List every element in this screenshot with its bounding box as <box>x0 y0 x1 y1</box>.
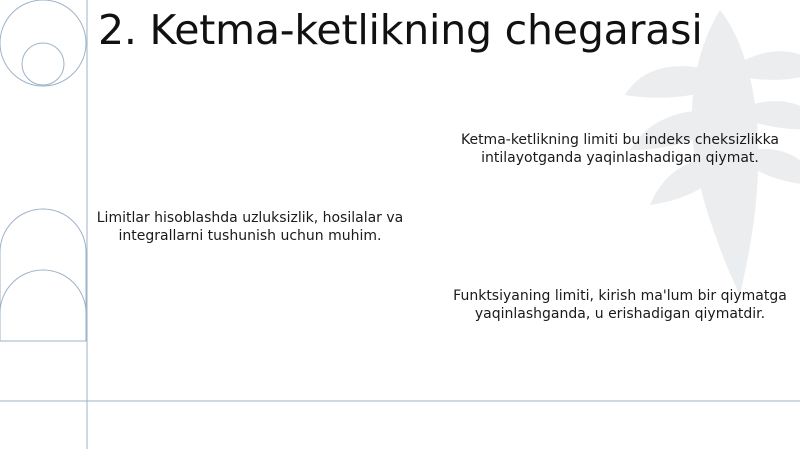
slide-title: 2. Ketma-ketlikning chegarasi <box>98 6 703 54</box>
upper-arch-outline <box>0 209 86 341</box>
bullet-function-limit: Funktsiyaning limiti, kirish ma'lum bir qiymatga yaqinlashganda, u erishadigan qiymatdir. <box>453 288 787 322</box>
bullet-sequence-limit: Ketma-ketlikning limiti bu indeks cheksizlikka intilayotganda yaqinlashadigan qiymat. <box>460 132 780 166</box>
lower-arch-outline <box>0 270 86 341</box>
small-circle-outline <box>22 43 64 85</box>
bullet-limit-importance: Limitlar hisoblashda uzluksizlik, hosilalar va integrallarni tushunish uchun muhim. <box>96 210 404 244</box>
